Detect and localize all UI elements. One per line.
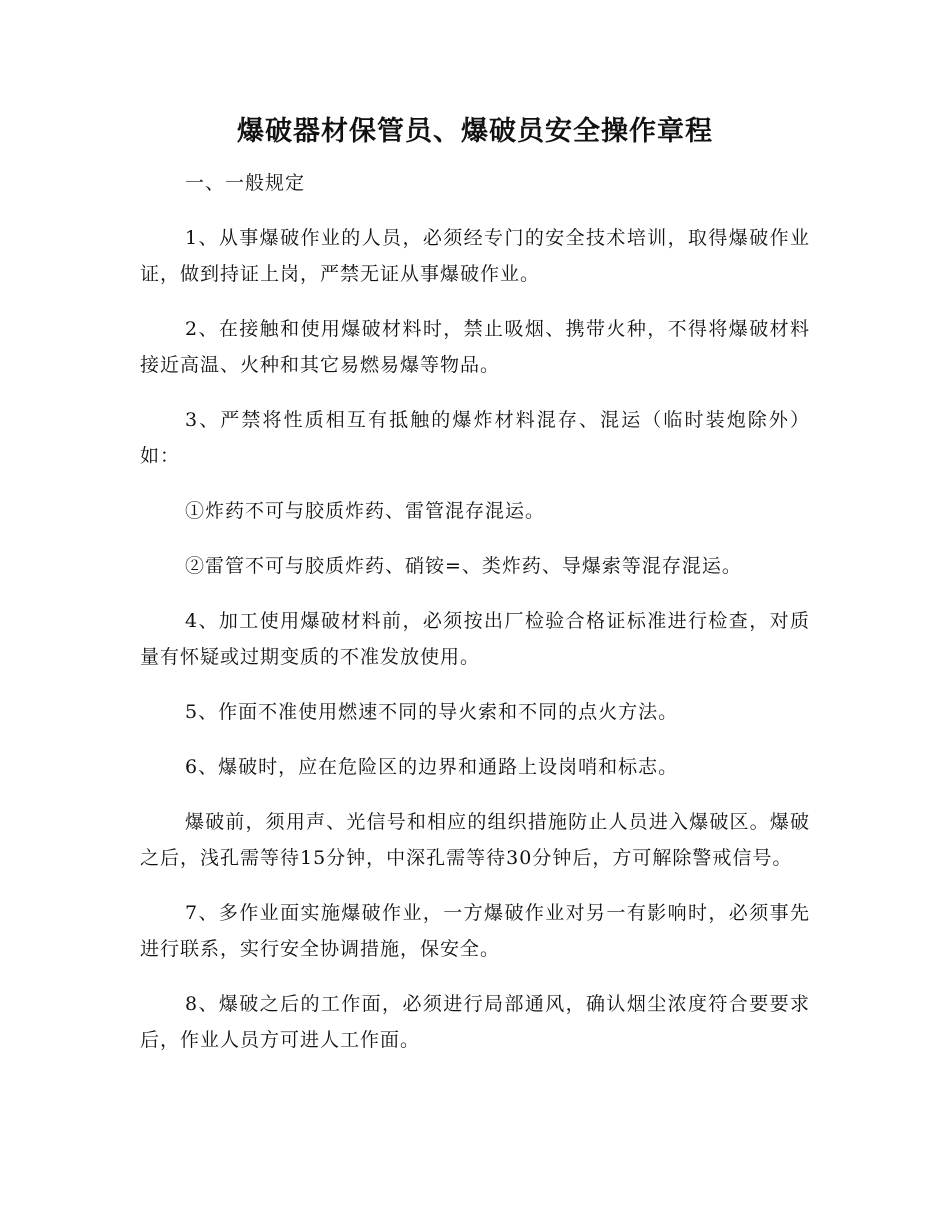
paragraph-3: 3、严禁将性质相互有抵触的爆炸材料混存、混运（临时装炮除外）如： <box>140 409 810 467</box>
paragraph-7: 7、多作业面实施爆破作业，一方爆破作业对另一有影响时，必须事先进行联系，实行安全协调措施，保安全。 <box>140 902 810 960</box>
paragraph-8: 8、爆破之后的工作面，必须进行局部通风，确认烟尘浓度符合要要求后，作业人员方可进人工作面。 <box>140 993 810 1051</box>
paragraph-5: 5、作面不准使用燃速不同的导火索和不同的点火方法。 <box>185 701 679 723</box>
document-body <box>140 165 810 1077</box>
paragraph-3-item-1: ①炸药不可与胶质炸药、雷管混存混运。 <box>185 500 546 522</box>
paragraph-6-continued: 爆破前，须用声、光信号和相应的组织措施防止人员进入爆破区。爆破之后，浅孔需等待15分钟，中深孔需等待30分钟后，方可解除警戒信号。 <box>140 811 810 869</box>
paragraph-2: 2、在接触和使用爆破材料时，禁止吸烟、携带火种，不得将爆破材料接近高温、火种和其它易燃易爆等物品。 <box>140 318 810 376</box>
paragraph-3-item-2: ②雷管不可与胶质炸药、硝铵=、类炸药、导爆索等混存混运。 <box>185 555 742 577</box>
document-title: 爆破器材保管员、爆破员安全操作章程 <box>237 116 713 147</box>
paragraph-1: 1、从事爆破作业的人员，必须经专门的安全技术培训，取得爆破作业证，做到持证上岗，严禁无证从事爆破作业。 <box>140 227 810 285</box>
paragraph-6: 6、爆破时，应在危险区的边界和通路上设岗哨和标志。 <box>185 756 679 778</box>
paragraph-4: 4、加工使用爆破材料前，必须按出厂检验合格证标准进行检查，对质量有怀疑或过期变质的不准发放使用。 <box>140 610 810 668</box>
section-heading: 一、一般规定 <box>185 172 306 194</box>
